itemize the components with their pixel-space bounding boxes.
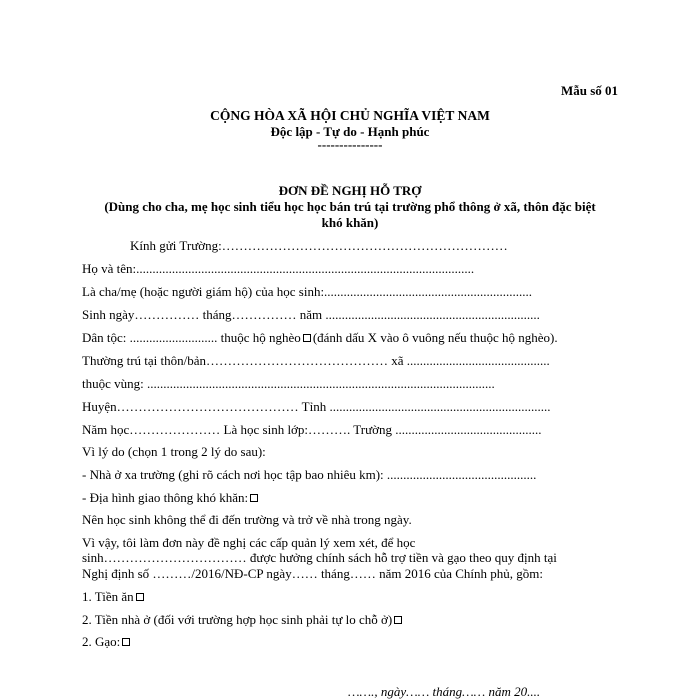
school-year-field: Năm học………………… Là học sinh lớp:………. Trường ............................................. [82, 422, 542, 437]
form-code: Mẫu số 01 [560, 83, 618, 98]
request-text-line3: Nghị định số ………/2016/NĐ-CP ngày…… tháng…… năm 2016 của Chính phủ, gồm: [82, 566, 543, 581]
support-item-housing [82, 612, 404, 628]
reason-terrain [82, 490, 260, 506]
form-subtitle-line2: khó khăn) [321, 215, 379, 230]
reason-distance: - Nhà ở xa trường (ghi rõ cách nơi học tập bao nhiêu km): .............................................. [82, 467, 537, 482]
request-text-line2: sinh…………………………… được hưởng chính sách hỗ trợ tiền và gạo theo quy định tại [82, 550, 557, 565]
form-title: ĐƠN ĐỀ NGHỊ HỖ TRỢ [278, 183, 422, 198]
country-name: CỘNG HÒA XÃ HỘI CHỦ NGHĨA VIỆT NAM [210, 108, 490, 123]
request-text-line1: Vì vậy, tôi làm đơn này đề nghị các cấp quản lý xem xét, để học [82, 535, 416, 550]
support-item-housing-label: 2. Tiền nhà ở (đối với trường hợp học sinh phải tự lo chỗ ở) [82, 612, 393, 627]
residence-field: Thường trú tại thôn/bản…………………………………… xã ............................................ [82, 353, 550, 368]
support-item-rice [82, 634, 132, 650]
parent-of-field: Là cha/mẹ (hoặc người giám hộ) của học sinh:................................................................ [82, 284, 533, 299]
poor-household-checkbox[interactable] [303, 334, 311, 342]
food-allowance-checkbox[interactable] [136, 593, 144, 601]
housing-allowance-checkbox[interactable] [394, 616, 402, 624]
cannot-commute-text: Nên học sinh không thể đi đến trường và trở về nhà trong ngày. [82, 512, 412, 527]
recipient-line: Kính gửi Trường:………………………………………………………… [130, 238, 508, 253]
region-field: thuộc vùng: ........................................................................................................... [82, 376, 495, 391]
support-item-food [82, 589, 146, 605]
full-name-field: Họ và tên:........................................................................................................ [82, 261, 475, 276]
ethnicity-label: Dân tộc: ........................... thuộc hộ nghèo [82, 330, 301, 345]
reason-intro: Vì lý do (chọn 1 trong 2 lý do sau): [82, 444, 266, 459]
support-item-food-label: 1. Tiền ăn [82, 589, 134, 604]
reason-terrain-label: - Địa hình giao thông khó khăn: [82, 490, 249, 505]
header-divider: --------------- [317, 137, 383, 152]
ethnicity-field [82, 330, 558, 346]
form-subtitle-line1: (Dùng cho cha, mẹ học sinh tiểu học học bán trú tại trường phổ thông ở xã, thôn đặc biệt [104, 199, 596, 214]
date-of-birth-field: Sinh ngày…………… tháng…………… năm .................................................................. [82, 307, 540, 322]
terrain-checkbox[interactable] [250, 494, 258, 502]
signing-date-line: ……., ngày…… tháng…… năm 20.... [348, 684, 541, 699]
support-item-rice-label: 2. Gạo: [82, 634, 121, 649]
national-motto: Độc lập - Tự do - Hạnh phúc [270, 124, 430, 139]
poor-household-note: (đánh dấu X vào ô vuông nếu thuộc hộ nghèo). [312, 330, 558, 345]
district-province-field: Huyện…………………………………… Tỉnh .................................................................... [82, 399, 551, 414]
rice-allowance-checkbox[interactable] [122, 638, 130, 646]
